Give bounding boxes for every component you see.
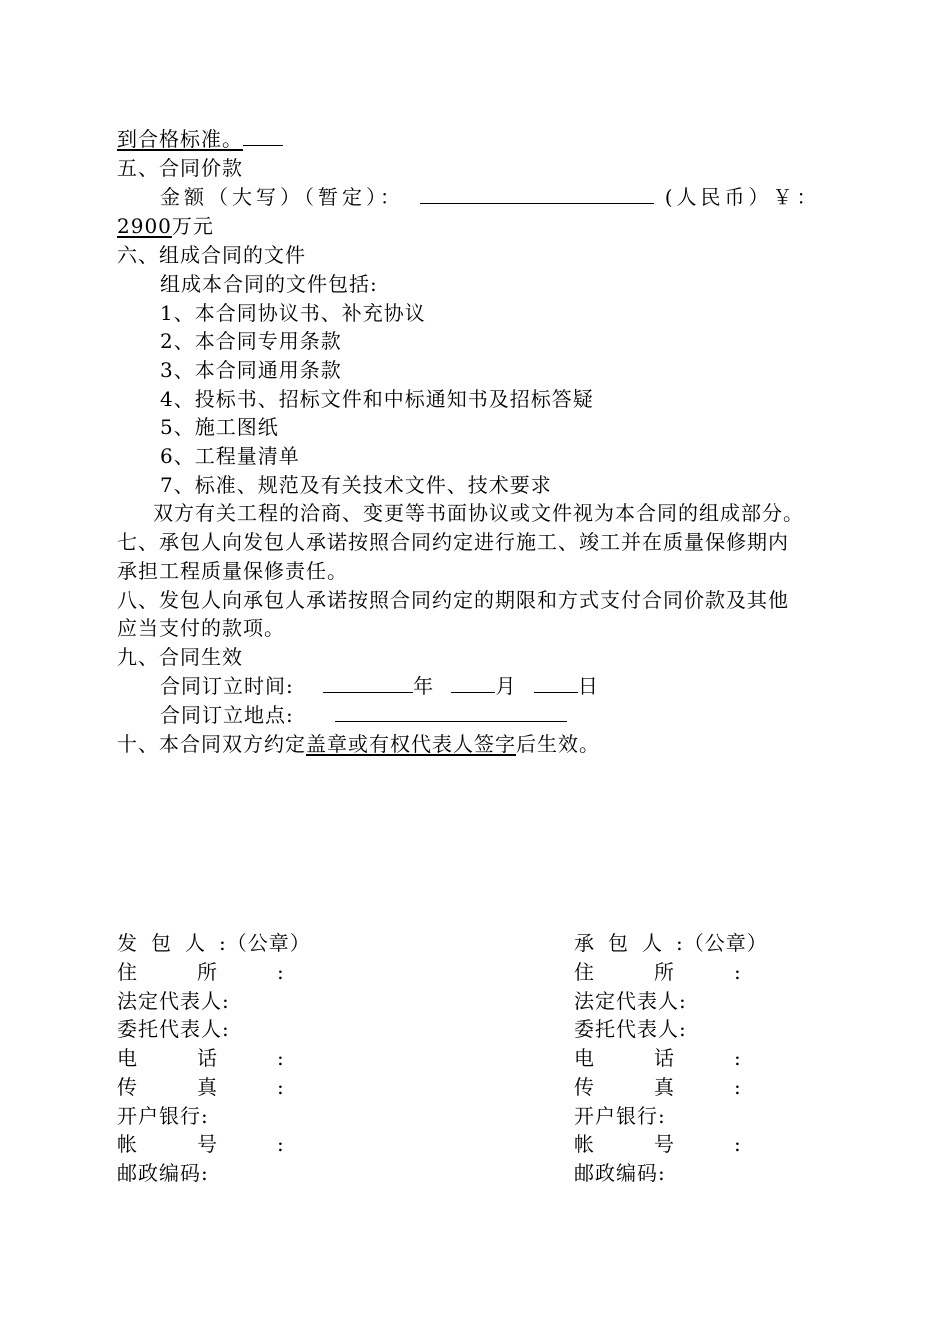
contractor-field-agent: 委托代表人: [574,1017,687,1041]
section10-suffix: 后生效。 [516,732,600,756]
month-label: 月 [495,674,517,698]
section7-line1: 七、承包人向发包人承诺按照合同约定进行施工、竣工并在质量保修期内 [117,530,789,554]
signing-time-line [160,673,599,699]
document-item-2: 2、本合同专用条款 [160,329,342,353]
amount-line [160,184,821,210]
section6-intro: 组成本合同的文件包括: [160,272,378,296]
document-item-4: 4、投标书、招标文件和中标通知书及招标答疑 [160,387,594,411]
day-label: 日 [577,674,599,698]
section10-line [117,731,600,757]
employer-field-legal-rep: 法定代表人: [117,989,230,1013]
year-blank[interactable] [323,674,413,693]
employer-field-account: 帐号: [117,1132,285,1156]
section8-line1: 八、发包人向承包人承诺按照合同约定的期限和方式支付合同价款及其他 [117,588,789,612]
signing-time-label: 合同订立时间: [160,674,294,698]
document-item-7: 7、标准、规范及有关技术文件、技术要求 [160,473,552,497]
section8-line2: 应当支付的款项。 [117,616,285,640]
document-item-6: 6、工程量清单 [160,444,300,468]
employer-title: 发包人:（公章） [117,931,311,955]
contractor-field-fax: 传真: [574,1075,742,1099]
amount-value: 2900 [117,214,172,238]
section9-title: 九、合同生效 [117,645,243,669]
underline-filler [243,127,283,146]
signing-place-line [160,702,567,728]
place-blank[interactable] [335,703,567,722]
day-blank[interactable] [534,674,578,693]
document-item-5: 5、施工图纸 [160,415,279,439]
amount-words-blank[interactable] [420,185,654,204]
amount-label: 金额（大写）（暂定）： [160,185,404,209]
contractor-field-legal-rep: 法定代表人: [574,989,687,1013]
contractor-field-address: 住所: [574,960,742,984]
employer-field-address: 住所: [117,960,285,984]
section10-prefix: 十、本合同双方约定 [117,732,306,756]
month-blank[interactable] [451,674,495,693]
document-item-3: 3、本合同通用条款 [160,358,342,382]
clause4-tail: 到合格标准。 [117,126,283,152]
section7-line2: 承担工程质量保修责任。 [117,559,348,583]
signing-place-label: 合同订立地点: [160,703,294,727]
year-label: 年 [413,674,435,698]
employer-field-phone: 电话: [117,1046,285,1070]
amount-figure-line [117,213,214,239]
employer-field-fax: 传真: [117,1075,285,1099]
document-item-1: 1、本合同协议书、补充协议 [160,301,426,325]
contractor-field-account: 帐号: [574,1132,742,1156]
contractor-title: 承包人:（公章） [574,931,768,955]
contractor-field-bank: 开户银行: [574,1104,666,1128]
section10-underlined: 盖章或有权代表人签字 [306,732,516,756]
section6-note: 双方有关工程的洽商、变更等书面协议或文件视为本合同的组成部分。 [153,501,804,525]
employer-field-postcode: 邮政编码: [117,1161,209,1185]
section5-title: 五、合同价款 [117,156,243,180]
contractor-field-postcode: 邮政编码: [574,1161,666,1185]
employer-field-bank: 开户银行: [117,1104,209,1128]
section6-title: 六、组成合同的文件 [117,243,306,267]
contractor-field-phone: 电话: [574,1046,742,1070]
amount-unit: 万元 [171,214,214,238]
rmb-label: (人民币）￥： [664,185,821,209]
employer-field-agent: 委托代表人: [117,1017,230,1041]
